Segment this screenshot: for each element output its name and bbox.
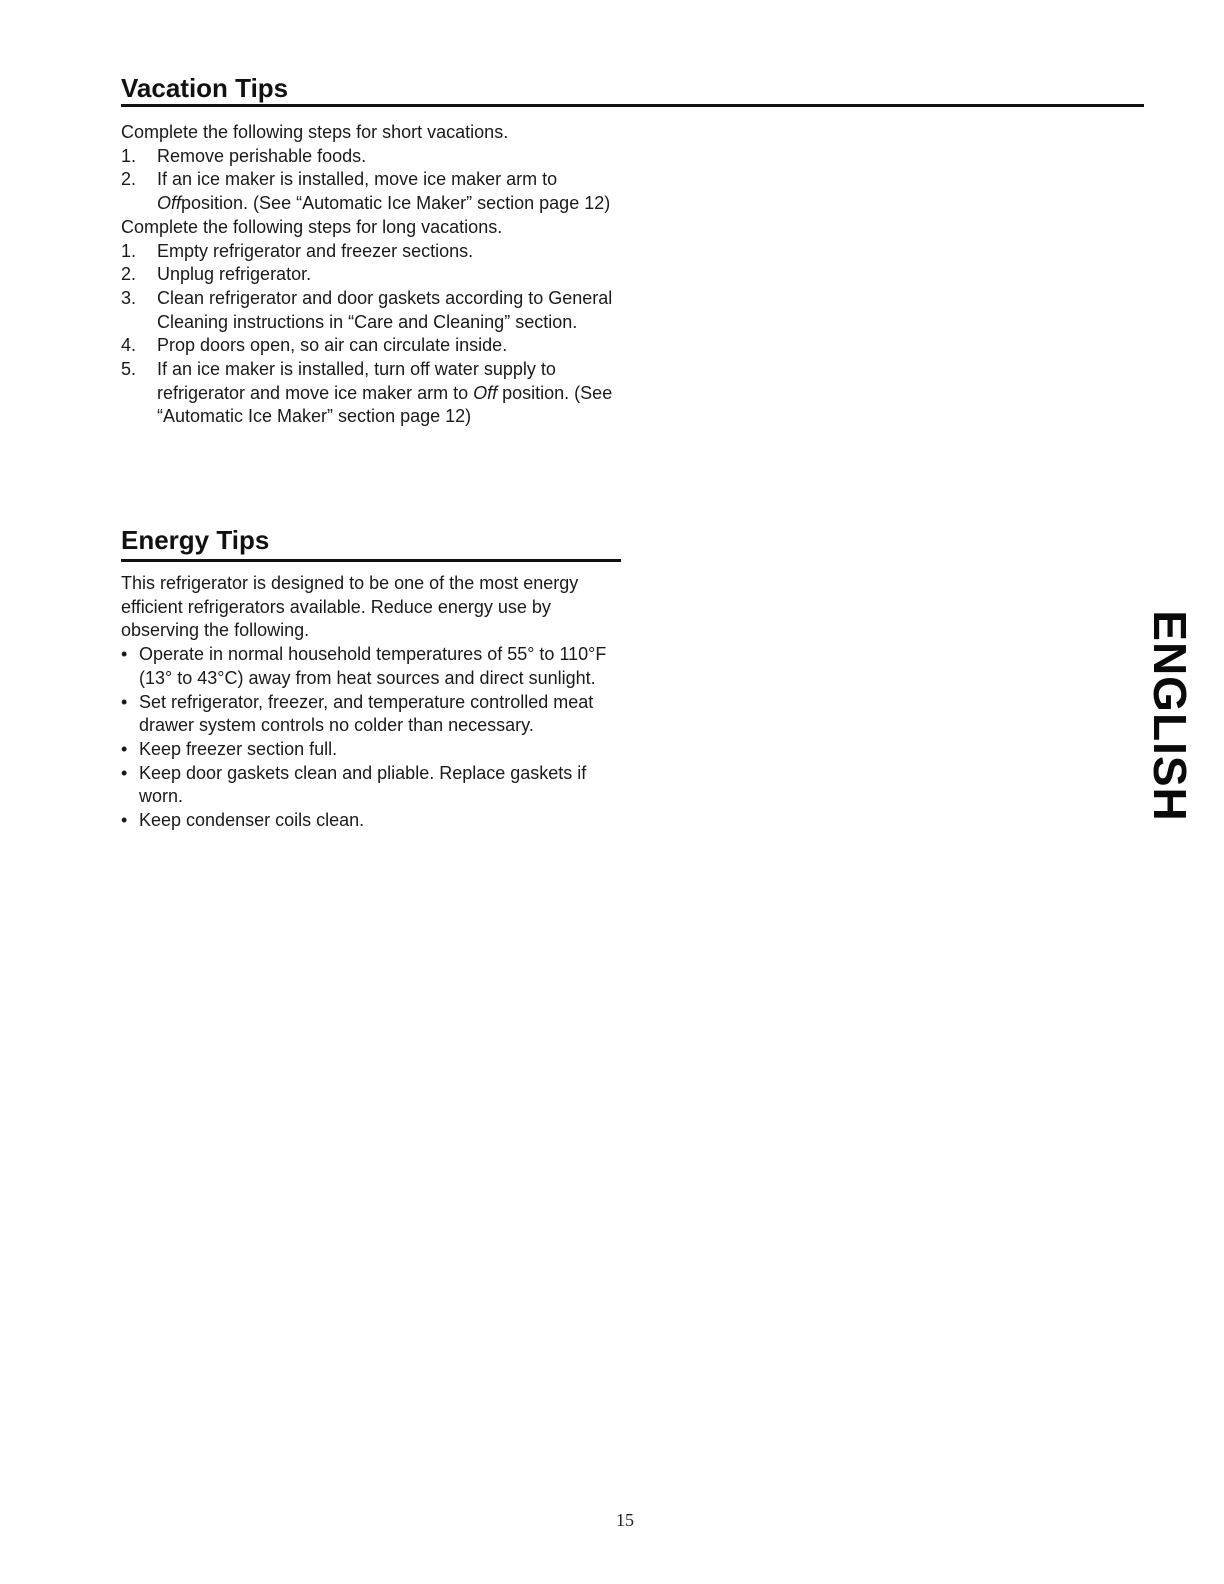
step-number: 2. xyxy=(121,264,137,285)
energy-intro: This refrigerator is designed to be one of the most energy efficient refrigerators available. Reduce energy use by observing the following. xyxy=(121,573,579,641)
step-text: Clean refrigerator and door gaskets according to General Cleaning instructions in “Care and Cleaning” section. xyxy=(157,287,613,332)
step-text-part: position. (See “Automatic Ice Maker” section page 12) xyxy=(157,382,613,427)
long-step xyxy=(121,287,641,334)
short-step xyxy=(121,145,641,169)
bullet-dot: • xyxy=(121,762,128,783)
vacation-tips-section xyxy=(121,121,641,429)
step-text-part: Remove perishable foods. xyxy=(157,145,367,166)
energy-heading-rule xyxy=(121,559,621,562)
energy-bullet xyxy=(121,643,631,690)
step-text: Empty refrigerator and freezer sections. xyxy=(157,240,474,261)
energy-bullet xyxy=(121,738,631,762)
bullet-dot: • xyxy=(121,644,128,665)
step-text: Unplug refrigerator. xyxy=(157,264,312,285)
long-step xyxy=(121,263,641,287)
language-label: ENGLISH xyxy=(1144,610,1196,822)
energy-tips-section xyxy=(121,572,631,833)
long-vacation-intro: Complete the following steps for long vacations. xyxy=(121,216,503,237)
step-text xyxy=(157,145,641,169)
energy-bullet xyxy=(121,691,631,738)
energy-bullet xyxy=(121,762,631,809)
bullet-text: Keep condenser coils clean. xyxy=(139,810,365,831)
step-number: 1. xyxy=(121,240,137,261)
step-text xyxy=(157,168,641,215)
long-step xyxy=(121,334,641,358)
step-number: 5. xyxy=(121,359,137,380)
short-vacation-intro: Complete the following steps for short vacations. xyxy=(121,122,509,142)
step-text-emphasis: Off xyxy=(473,382,498,403)
bullet-text: Set refrigerator, freezer, and temperature controlled meat drawer system controls no colder than necessary. xyxy=(139,691,594,736)
page-number: 15 xyxy=(616,1510,634,1530)
long-step xyxy=(121,240,641,264)
bullet-dot: • xyxy=(121,810,128,831)
step-text xyxy=(157,358,641,429)
step-number: 2. xyxy=(121,169,137,190)
step-number: 1. xyxy=(121,145,137,166)
bullet-dot: • xyxy=(121,738,128,759)
bullet-text: Keep freezer section full. xyxy=(139,738,338,759)
bullet-dot: • xyxy=(121,691,128,712)
step-number: 3. xyxy=(121,287,137,308)
step-text-emphasis: Off xyxy=(157,193,182,214)
step-text-part: position. (See “Automatic Ice Maker” section page 12) xyxy=(181,193,611,214)
vacation-heading-rule xyxy=(121,104,1144,107)
energy-bullet xyxy=(121,809,631,833)
language-side-tab xyxy=(1144,596,1196,836)
bullet-text: Keep door gaskets clean and pliable. Replace gaskets if worn. xyxy=(139,762,587,807)
step-text-part: If an ice maker is installed, move ice maker arm to xyxy=(157,169,558,190)
bullet-text: Operate in normal household temperatures of 55° to 110°F (13° to 43°C) away from heat sources and direct sunlight. xyxy=(139,644,607,688)
long-step xyxy=(121,358,641,429)
step-text: Prop doors open, so air can circulate inside. xyxy=(157,335,508,356)
energy-tips-heading: Energy Tips xyxy=(121,525,270,555)
step-text-part: If an ice maker is installed, turn off water supply to refrigerator and move ice maker arm to xyxy=(157,359,556,403)
vacation-tips-heading: Vacation Tips xyxy=(121,73,289,103)
step-number: 4. xyxy=(121,335,137,356)
short-step xyxy=(121,168,641,215)
